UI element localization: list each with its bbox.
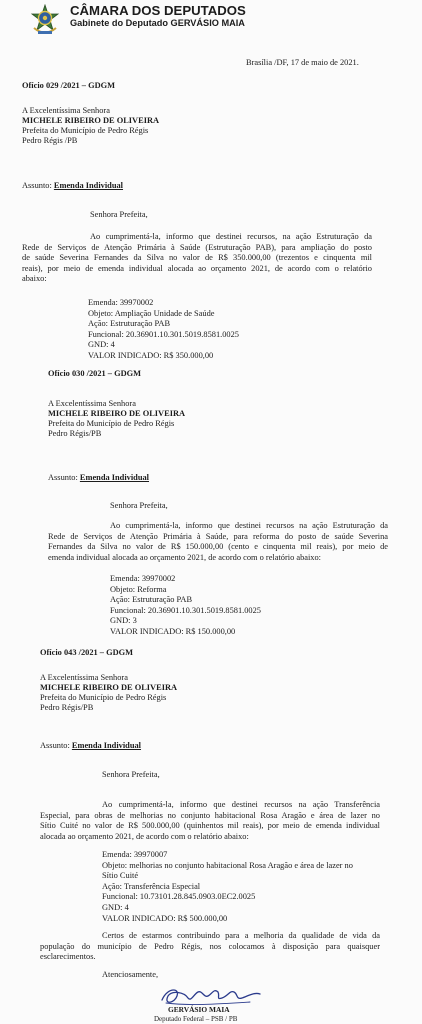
letter-3-role: Prefeita do Município de Pedro Régis [40, 693, 167, 702]
subject-label: Assunto: [48, 473, 78, 482]
closing-line: esclarecimentos. [40, 952, 96, 962]
body-line: Especial, para obras de melhorias no conjunto habitacional Rosa Aragão e área de lazer no [40, 810, 380, 820]
detail-funcional: Funcional: 20.36901.10.301.5019.8581.0025 [110, 605, 261, 615]
detail-objeto: Objeto: Reforma [110, 584, 167, 594]
detail-acao: Ação: Estruturação PAB [88, 319, 171, 329]
closing-line: Certos de estarmos contribuindo para a melhoria da qualidade de vida da [102, 931, 380, 940]
body-line: Ao cumprimentá-la, informo que destinei recursos na ação Transferência [102, 800, 380, 809]
detail-valor: VALOR INDICADO: R$ 150.000,00 [110, 626, 236, 636]
signature-title: Deputado Federal – PSB / PB [154, 1015, 238, 1023]
letter-2-details [110, 574, 261, 638]
detail-acao: Ação: Transferência Especial [102, 881, 201, 891]
letter-2-city: Pedro Régis/PB [48, 429, 102, 438]
farewell: Atenciosamente, [102, 970, 159, 979]
letter-3-details [102, 850, 353, 924]
letter-1-subject [22, 181, 123, 192]
body-line: Ao cumprimentá-la, informo que destinei recursos, na ação Estruturação da [90, 232, 372, 241]
body-line: Ao cumprimentá-la, informo que destinei recursos na ação Estruturação da [110, 521, 388, 530]
body-line: de saúde Severina Fernandes da Silva no valor de R$ 350.000,00 (trezentos e cinquenta mil [22, 253, 372, 263]
detail-valor: VALOR INDICADO: R$ 350.000,00 [88, 350, 214, 360]
closing-line: população do município de Pedro Régis, nos colocamos à disposição para quaisquer [40, 941, 380, 951]
detail-objeto: Objeto: melhorias no conjunto habitacional Rosa Aragão e área de lazer no [102, 860, 353, 870]
letter-3-salutation: A Excelentíssima Senhora [40, 673, 128, 682]
detail-objeto-cont: Sítio Cuité [102, 871, 139, 881]
letter-1-greeting: Senhora Prefeita, [90, 210, 148, 219]
letter-3-recipient: MICHELE RIBEIRO DE OLIVEIRA [40, 683, 178, 692]
body-line: Rede de Serviços de Atenção Primária à Saúde (Estruturação PAB), para ampliação do posto [22, 242, 372, 252]
letter-2-role: Prefeita do Município de Pedro Régis [48, 419, 175, 428]
detail-gnd: GND: 4 [88, 340, 115, 350]
subject-text: Emenda Individual [79, 473, 150, 482]
letter-1-ref: Ofício 029 /2021 – GDGM [22, 81, 116, 90]
detail-emenda: Emenda: 39970007 [102, 850, 168, 859]
detail-emenda: Emenda: 39970002 [110, 574, 176, 583]
body-line: Rede de Serviços de Atenção Primária à Saúde, para reforma do posto de saúde Severina [48, 531, 388, 541]
subject-text: Emenda Individual [53, 181, 124, 190]
dateline: Brasília /DF, 17 de maio de 2021. [246, 58, 359, 67]
body-line: Fernandes da Silva no valor de R$ 150.000,00 (cento e cinquenta mil reais), por meio de [48, 542, 388, 552]
page-title: CÂMARA DOS DEPUTADOS [70, 3, 246, 18]
subject-label: Assunto: [40, 741, 70, 750]
letter-1-city: Pedro Régis /PB [22, 136, 78, 145]
closing-paragraph [40, 931, 380, 963]
subject-label: Assunto: [22, 181, 52, 190]
body-line: reais), por meio de emenda individual alocada ao orçamento 2021, de acordo com o relatório [22, 263, 372, 273]
detail-emenda: Emenda: 39970002 [88, 298, 154, 307]
detail-gnd: GND: 3 [110, 616, 137, 626]
letter-1-details [88, 298, 239, 362]
signature-name: GERVÁSIO MAIA [168, 1005, 230, 1014]
letter-3-body [40, 800, 380, 842]
detail-funcional: Funcional: 10.73101.28.845.0903.0EC2.0025 [102, 892, 256, 902]
letter-2-ref: Ofício 030 /2021 – GDGM [48, 369, 142, 378]
letter-2-body [48, 521, 388, 563]
letter-2-greeting: Senhora Prefeita, [110, 501, 168, 510]
detail-acao: Ação: Estruturação PAB [110, 595, 193, 605]
detail-objeto: Objeto: Ampliação Unidade de Saúde [88, 308, 215, 318]
page-subtitle: Gabinete do Deputado GERVÁSIO MAIA [70, 18, 245, 28]
letter-3-ref: Ofício 043 /2021 – GDGM [40, 648, 134, 657]
subject-text: Emenda Individual [71, 741, 142, 750]
letter-1-salutation: A Excelentíssima Senhora [22, 106, 110, 115]
brasao-republica-icon [30, 4, 60, 36]
letter-3-city: Pedro Régis/PB [40, 703, 94, 712]
body-line: abaixo: [22, 274, 47, 284]
body-line: emenda individual alocada ao orçamento 2021, de acordo com o relatório abaixo: [48, 552, 322, 562]
letter-1-recipient: MICHELE RIBEIRO DE OLIVEIRA [22, 116, 160, 125]
detail-gnd: GND: 4 [102, 902, 129, 912]
letter-3-subject [40, 741, 141, 752]
body-line: Sítio Cuité no valor de R$ 500.000,00 (quinhentos mil reais), por meio de emenda individual [40, 821, 380, 831]
body-line: alocada ao orçamento 2021, de acordo com o relatório abaixo: [40, 831, 249, 841]
letter-1-role: Prefeita do Município de Pedro Régis [22, 126, 149, 135]
letter-2-subject [48, 473, 149, 484]
letter-2-salutation: A Excelentíssima Senhora [48, 399, 136, 408]
letter-1-body [22, 232, 372, 285]
detail-funcional: Funcional: 20.36901.10.301.5019.8581.0025 [88, 329, 239, 339]
letter-3-greeting: Senhora Prefeita, [102, 770, 160, 779]
detail-valor: VALOR INDICADO: R$ 500.000,00 [102, 913, 228, 923]
letter-2-recipient: MICHELE RIBEIRO DE OLIVEIRA [48, 409, 186, 418]
